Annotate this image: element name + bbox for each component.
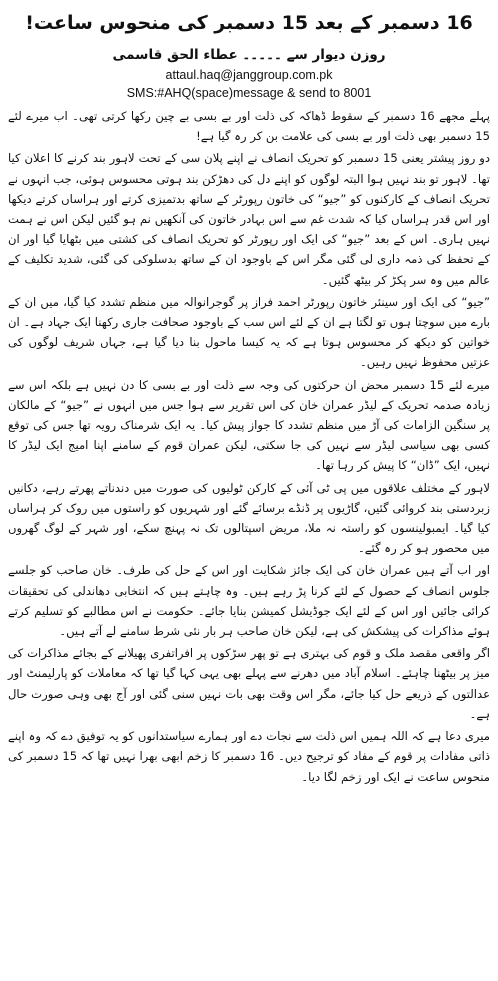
article-paragraph: ”جیو“ کی ایک اور سینئر خاتون رپورٹر احمد فراز پر گوجرانوالہ میں منظم تشدد کیا گیا، میں ان کے بارے میں سوچتا ہوں تو لگتا ہے ان کے لئے اس سب کے باوجود صحافت جاری رکھنا ایک جہاد ہے۔ ان خواتین کو دیکھ کر محسوس ہوتا ہے کہ یہ کیسا ماحول بنا دیا گیا ہے، جہاں شریف لوگوں کی عزتیں محفوظ نہیں رہیں۔ (8, 294, 490, 370)
article-paragraph: پہلے مجھے 16 دسمبر کے سقوط ڈھاکہ کی ذلت اور بے بسی بے چین رکھا کرتی تھی۔ اب میرے لئے 15 دسمبر بھی ذلت اور بے بسی کی علامت بن کر رہ گیا ہے! (8, 109, 490, 144)
article-paragraph: میری دعا ہے کہ اللہ ہمیں اس ذلت سے نجات دے اور ہمارے سیاستدانوں کو یہ توفیق دے کہ وہ اپنے ذاتی مفادات پر قوم کے مفاد کو ترجیح دیں۔ 16 دسمبر کا زخم ابھی بھرا نہیں تھا کہ 15 دسمبر کی منحوس ساعت نے ایک اور زخم لگا دیا۔ (8, 729, 491, 784)
article-paragraph: اور اب آتے ہیں عمران خان کی ایک جائز شکایت اور اس کے حل کی طرف۔ خان صاحب کو جلسے جلوس انصاف کے حصول کے لئے کرنا پڑ رہے ہیں۔ وہ چاہتے ہیں کہ انتخابی دھاندلی کی تحقیقات کرائی جائیں اور اس کے لئے ایک جوڈیشل کمیشن بنایا جائے۔ حکومت نے اس مطالبے کو تسلیم کرتے ہوئے مذاکرات کی پیشکش کی ہے، لیکن خان صاحب ہر بار نئی شرط سامنے لے آتے ہیں۔ (8, 563, 490, 639)
article-headline: 16 دسمبر کے بعد 15 دسمبر کی منحوس ساعت! (25, 12, 473, 34)
article-paragraph: لاہور کے مختلف علاقوں میں پی ٹی آئی کے کارکن ٹولیوں کی صورت میں دندناتے پھرتے رہے، دکانیں زبردستی بند کروائی گئیں، گاڑیوں پر ڈنڈے برسائے گئے اور شہریوں کو راستوں میں روک کر ہراساں کیا گیا۔ ایمبولینسوں کو راستہ نہ ملا، مریض اسپتالوں تک نہ پہنچ سکے، اور شہر کے لوگ گھروں میں محصور ہو کر رہ گئے۔ (8, 480, 490, 556)
sms-instructions: SMS:#AHQ(space)message & send to 8001 (126, 86, 372, 100)
article-paragraph: دو روز پیشتر یعنی 15 دسمبر کو تحریک انصاف نے اپنے پلان سی کے تحت لاہور بند کرنے کا اعلان کیا تھا۔ لاہور تو بند نہیں ہوا البتہ لوگوں کو اپنے دل کی دھڑکن بند ہوتی محسوس ہوئی، جب انہوں نے تحریک انصاف کے کارکنوں کو ”جیو“ کی خاتون رپورٹر کے ساتھ بدتمیزی کرتے اور ہراساں کرتے دیکھا اور اس قدر ہراساں کیا کہ شدت غم سے اس بہادر خاتون کی آنکھیں نم ہو گئیں لیکن اس نے ہمت نہیں ہاری۔ اس کے بعد ”جیو“ کی ایک اور رپورٹر کو تحریک انصاف کی کشتی میں بٹھایا گیا اور ان کے تحفظ کی ذمہ داری لی گئی مگر اس کے باوجود ان کے ساتھ بدسلوکی کی گئی، شدید تکلیف کے عالم میں وہ سر پکڑ کر بیٹھ گئیں۔ (8, 151, 490, 287)
column-byline: روزن دیوار سے ۔۔۔۔۔ عطاء الحق قاسمی (112, 47, 386, 63)
article-paragraph: اگر واقعی مقصد ملک و قوم کی بہتری ہے تو پھر سڑکوں پر افراتفری پھیلانے کے بجائے مذاکرات کی میز پر بیٹھنا چاہئے۔ اسلام آباد میں دھرنے سے پہلے بھی یہی کہا گیا تھا کہ معاملات کو پارلیمنٹ اور عدالتوں کے ذریعے حل کیا جائے، مگر اس وقت بھی بات نہیں سنی گئی اور آج بھی وہی صورت حال ہے۔ (8, 646, 490, 721)
author-email: attaul.haq@janggroup.com.pk (165, 68, 333, 82)
article-paragraph: میرے لئے 15 دسمبر محض ان حرکتوں کی وجہ سے ذلت اور بے بسی کا دن نہیں ہے بلکہ اس سے زیادہ صدمہ تحریک کے لیڈر عمران خان کی اس تقریر سے ہوا جس میں انہوں نے ”جیو“ کے مالکان پر سنگین الزامات کی آڑ میں منظم تشدد کا جواز پیش کیا۔ یہ ایک شرمناک رویہ تھا جس کی توقع کسی بھی سیاسی لیڈر سے نہیں کی جا سکتی، لیکن عمران قوم کے سامنے اپنا امیج ایک لیڈر کا نہیں، ایک ”ڈان“ کا پیش کر رہا تھا۔ (8, 377, 490, 473)
article-body (8, 106, 490, 787)
